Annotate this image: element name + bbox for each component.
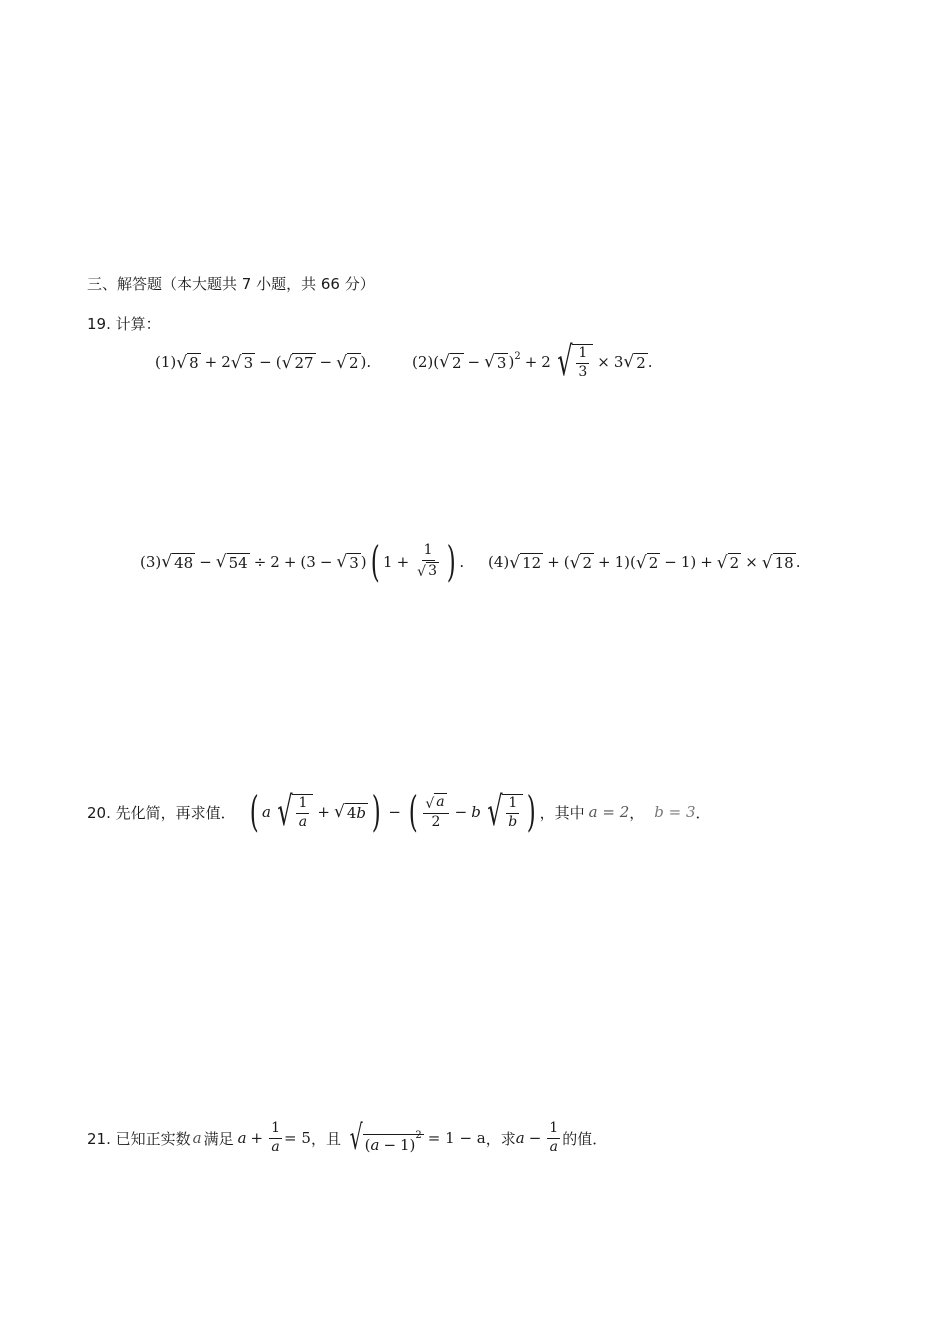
part-label: (2)	[412, 353, 434, 371]
var-a: a	[192, 1129, 202, 1147]
sqrt: √ 18	[761, 552, 794, 573]
text-satisfies: 满足	[203, 1129, 234, 1148]
sqrt: √ 8	[176, 352, 199, 373]
period: ．	[695, 803, 711, 822]
sqrt: √ 2	[569, 552, 593, 573]
part-label: (3)	[140, 553, 162, 571]
sqrt: √ $\frac{1}{3}$	[551, 344, 593, 380]
section-title: 三、解答题（本大题共 7 小题，共 66 分）	[87, 275, 375, 293]
question-21-prefix: 21. 已知正实数	[87, 1129, 191, 1148]
question-21	[87, 1113, 607, 1163]
text-find: ，求	[485, 1129, 516, 1148]
condition-a: a = 2	[588, 803, 630, 821]
condition-1: a + $\frac{1}{a}$ = 5	[237, 1120, 311, 1155]
sqrt: √ 54	[215, 552, 248, 573]
sqrt: √ 2	[439, 352, 462, 373]
sqrt: √ 2	[635, 552, 659, 573]
q19-part4: (4) √ 12 + ( √ 2 + 1)( √ 2 − 1) + √ 2 × √ 18 .	[488, 552, 801, 573]
text-value: 的值．	[562, 1129, 608, 1148]
q19-part1: (1) √ 8 + 2 √ 3 − ( √ 27 − √ 2 ).	[155, 352, 372, 373]
condition-b: b = 3	[654, 803, 696, 821]
q20-expression: ( a √ $\frac{1}{a}$ + √ 4b ) − ( √ a 2 − b √ $\frac{1}{b}$ )	[249, 787, 536, 836]
part-label: (1)	[155, 353, 177, 372]
sqrt: √ 3	[230, 352, 254, 373]
sqrt: √ 2	[336, 352, 359, 373]
question-19-label: 19. 计算：	[87, 315, 161, 333]
sqrt: √ 12	[509, 552, 542, 573]
sqrt: √ 3	[484, 352, 507, 373]
sqrt: √ 2	[623, 352, 646, 373]
question-20-suffix: ，其中	[539, 803, 585, 822]
separator: ，	[629, 803, 645, 822]
q19-part2: (2) ( √ 2 − √ 3 ) $^2$ + 2 √ $\frac{1}{3}$ × 3 √ 2 .	[412, 339, 653, 385]
q19-part3: (3) √ 48 − √ 54 ÷ 2 + (3 − √ 3 ) ( 1 + 1 √ 3 ) .	[140, 537, 465, 586]
part-label: (4)	[488, 553, 510, 572]
target-expression: a − $\frac{1}{a}$	[515, 1120, 559, 1155]
text-and: ，且	[310, 1129, 341, 1148]
sqrt: √ 48	[161, 552, 194, 573]
sqrt: √ 27	[281, 352, 314, 373]
question-20	[87, 786, 711, 838]
sqrt: √ 3	[336, 552, 359, 573]
sqrt: √ 2	[716, 552, 740, 573]
condition-2: √ $(a - 1)^2$ = 1 − a	[349, 1117, 486, 1158]
question-20-prefix: 20. 先化简，再求值．	[87, 803, 236, 822]
